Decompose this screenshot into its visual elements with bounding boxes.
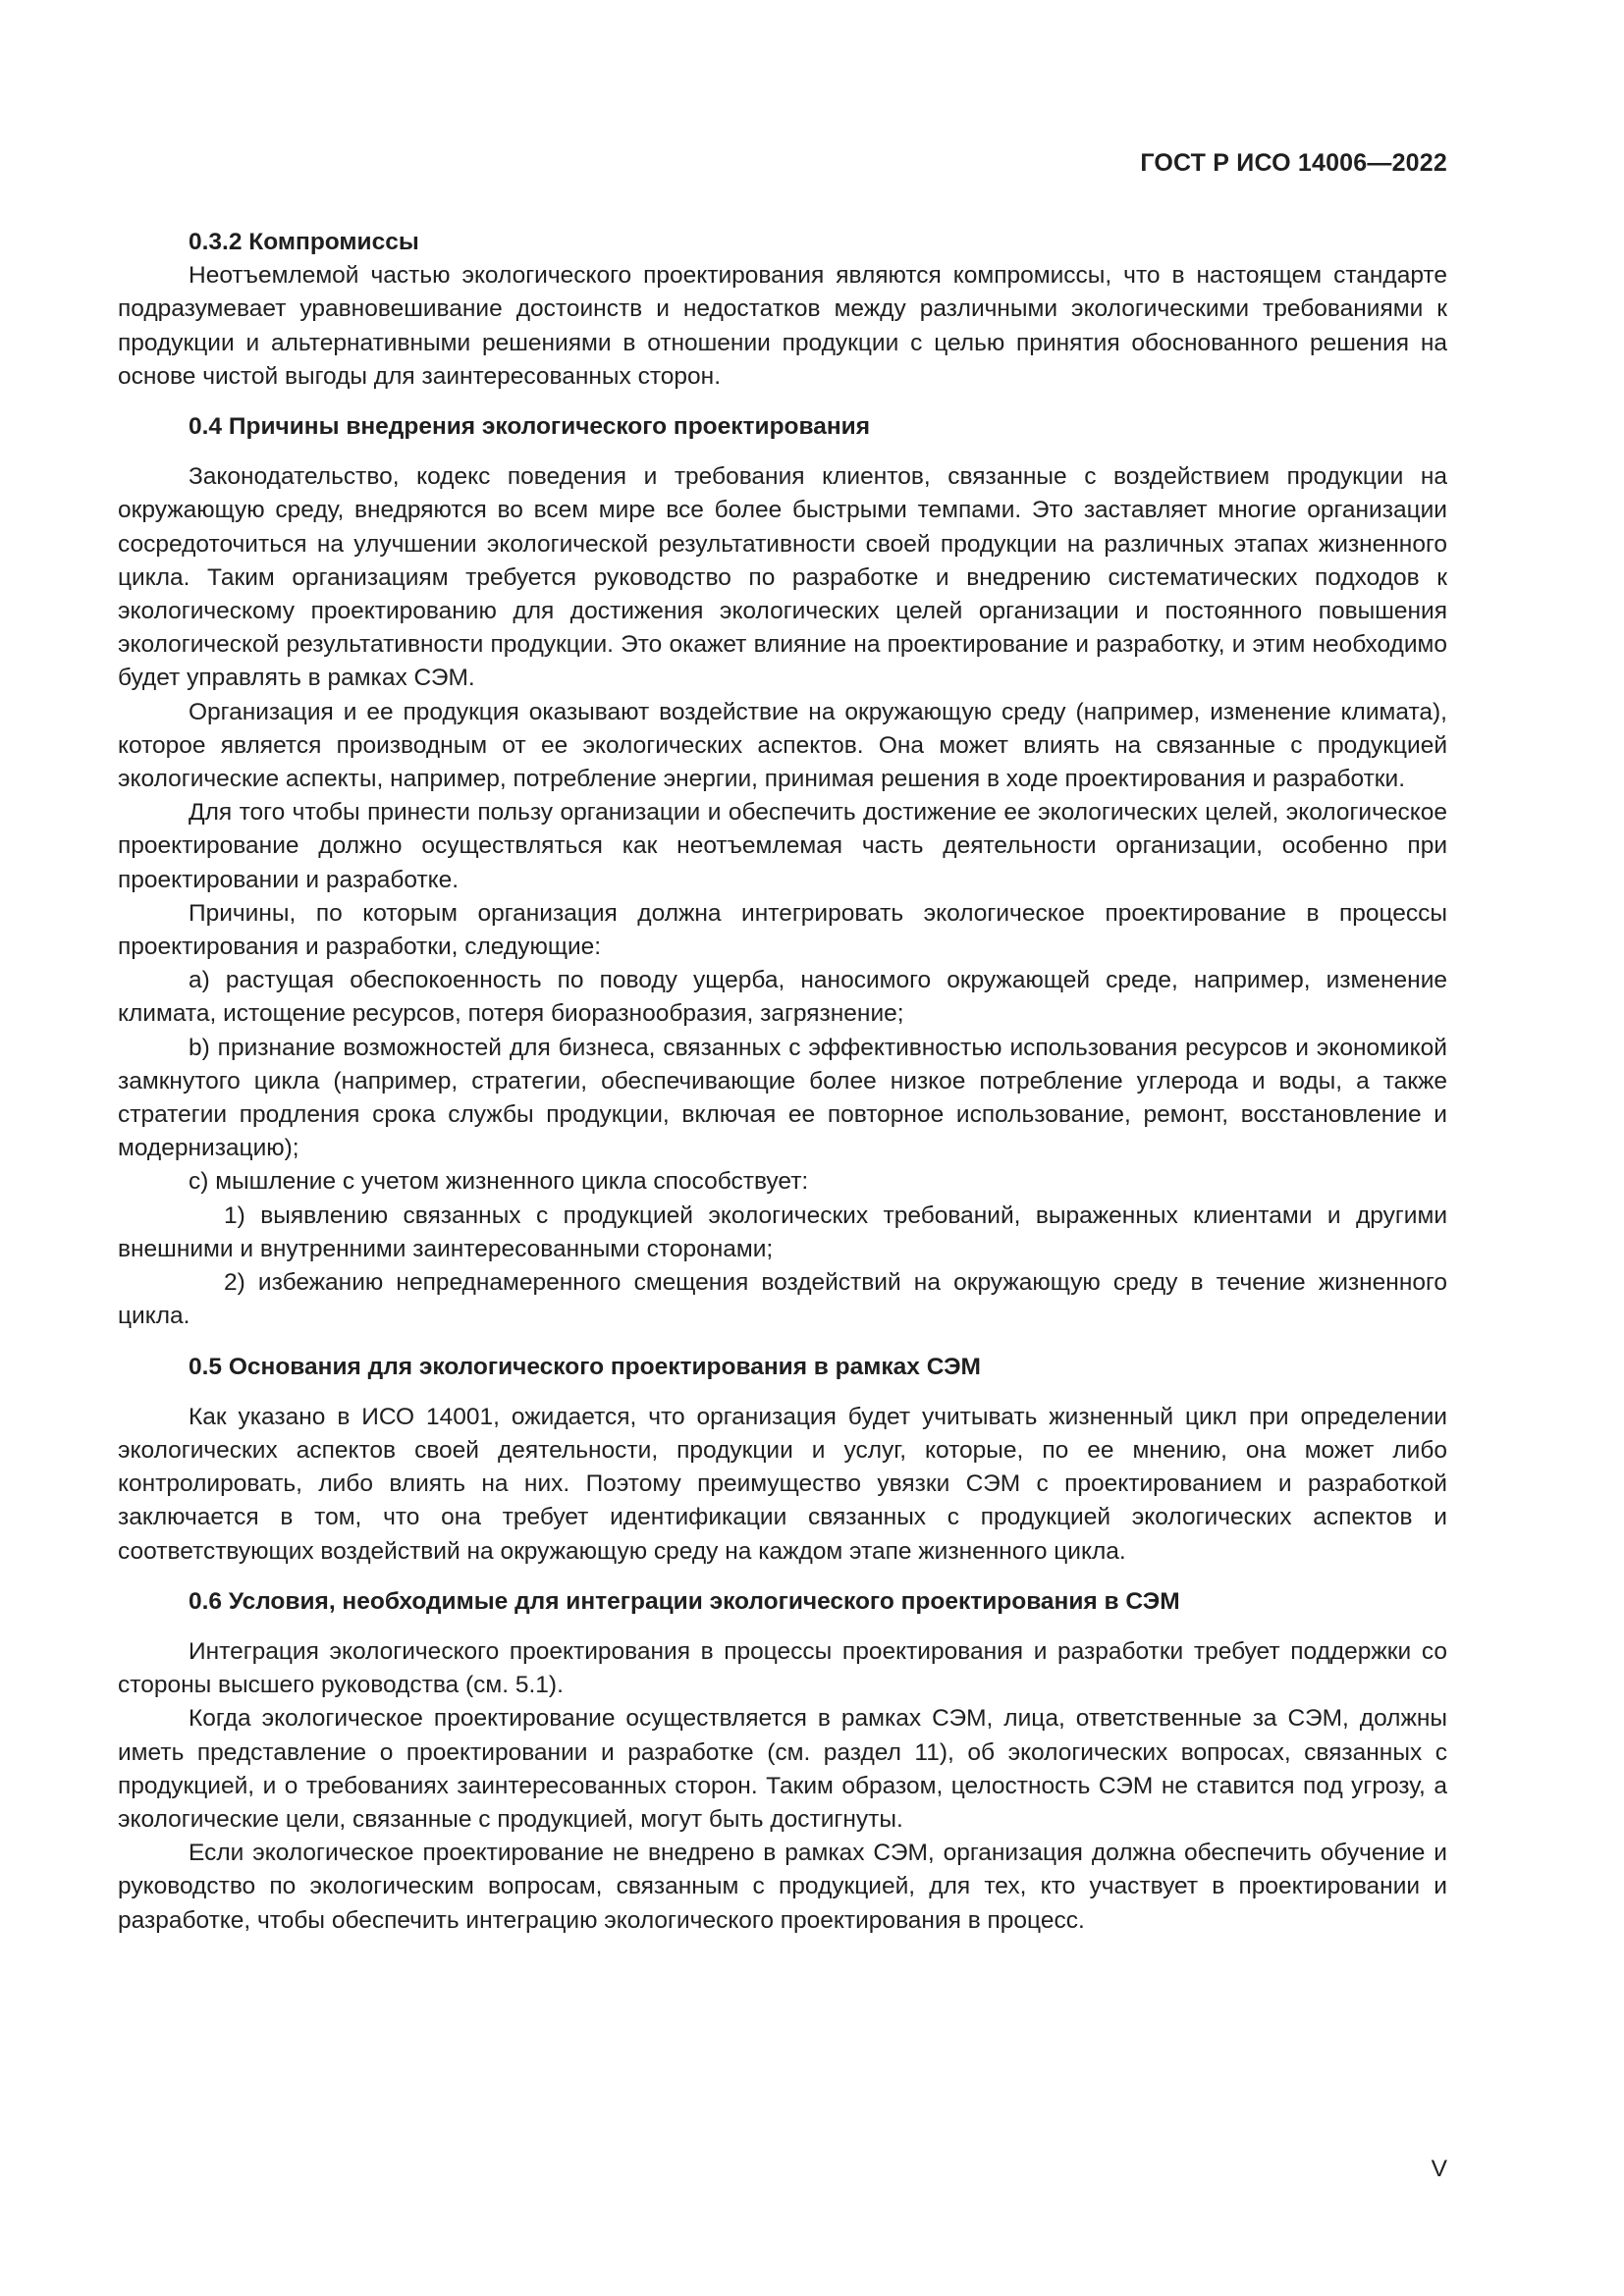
section-0-6-paragraph-2: Когда экологическое проектирование осуществляется в рамках СЭМ, лица, ответственные за СЭМ, должны иметь представление о проектировании и разработке (см. раздел 11), об экологических вопросах, связанных с продукцией, и о требованиях заинтересованных сторон. Таким образом, целостность СЭМ не ставится под угрозу, а экологические цели, связанные с продукцией, могут быть достигнуты. xyxy=(118,1705,1447,1833)
list-item-a: a) растущая обеспокоенность по поводу ущерба, наносимого окружающей среде, например, изменение климата, истощение ресурсов, потеря биоразнообразия, загрязнение; xyxy=(118,967,1447,1028)
section-0-6-title: 0.6 Условия, необходимые для интеграции экологического проектирования в СЭМ xyxy=(189,1587,1180,1615)
section-0-4-paragraph-4: Причины, по которым организация должна интегрировать экологическое проектирование в процессы проектирования и разработки, следующие: xyxy=(118,899,1447,961)
page-number: V xyxy=(1431,2156,1447,2182)
document-code-header: ГОСТ Р ИСО 14006—2022 xyxy=(1140,149,1447,177)
section-0-4-paragraph-3: Для того чтобы принести пользу организации и обеспечить достижение ее экологических целей, экологическое проектирование должно осуществляться как неотъемлемая часть деятельности организации, особенно при проектировании и разработке. xyxy=(118,799,1447,893)
section-0-3-2-paragraph: Неотъемлемой частью экологического проектирования являются компромиссы, что в настоящем стандарте подразумевает уравновешивание достоинств и недостатков между различными экологическими требованиями к продукции и альтернативными решениями в отношении продукции с целью принятия обоснованного решения на основе чистой выгоды для заинтересованных сторон. xyxy=(118,262,1447,390)
list-item-b: b) признание возможностей для бизнеса, связанных с эффективностью использования ресурсов и экономикой замкнутого цикла (например, стратегии, обеспечивающие более низкое потребление углерода и воды, а также стратегии продления срока службы продукции, включая ее повторное использование, ремонт, восстановление и модернизацию); xyxy=(118,1034,1447,1162)
section-0-4-paragraph-2: Организация и ее продукция оказывают воздействие на окружающую среду (например, изменение климата), которое является производным от ее экологических аспектов. Она может влиять на связанные с продукцией экологические аспекты, например, потребление энергии, принимая решения в ходе проектирования и разработки. xyxy=(118,698,1447,793)
section-0-5-title: 0.5 Основания для экологического проектирования в рамках СЭМ xyxy=(189,1353,981,1380)
section-0-4-paragraph-1: Законодательство, кодекс поведения и требования клиентов, связанные с воздействием продукции на окружающую среду, внедряются во всем мире все более быстрыми темпами. Это заставляет многие организации сосредоточиться на улучшении экологической результативности своей продукции на различных этапах жизненного цикла. Таким организациям требуется руководство по разработке и внедрению систематических подходов к экологическому проектированию для достижения экологических целей организации и постоянного повышения экологической результативности продукции. Это окажет влияние на проектирование и разработку, и этим необходимо будет управлять в рамках СЭМ. xyxy=(118,463,1447,692)
document-page xyxy=(118,0,1447,2296)
section-0-6-paragraph-3: Если экологическое проектирование не внедрено в рамках СЭМ, организация должна обеспечить обучение и руководство по экологическим вопросам, связанным с продукцией, для тех, кто участвует в проектировании и разработке, чтобы обеспечить интеграцию экологического проектирования в процесс. xyxy=(118,1840,1447,1934)
list-item-c-1: 1) выявлению связанных с продукцией экологических требований, выраженных клиентами и другими внешними и внутренними заинтересованными сторонами; xyxy=(118,1201,1447,1262)
list-item-c: c) мышление с учетом жизненного цикла способствует: xyxy=(189,1168,809,1196)
list-item-c-2: 2) избежанию непреднамеренного смещения воздействий на окружающую среду в течение жизненного цикла. xyxy=(118,1269,1447,1330)
section-0-5-paragraph: Как указано в ИСО 14001, ожидается, что организация будет учитывать жизненный цикл при определении экологических аспектов своей деятельности, продукции и услуг, которые, по ее мнению, она может либо контролировать, либо влиять на них. Поэтому преимущество увязки СЭМ с проектированием и разработкой заключается в том, что она требует идентификации связанных с продукцией экологических аспектов и соответствующих воздействий на окружающую среду на каждом этапе жизненного цикла. xyxy=(118,1403,1447,1565)
section-0-4-title: 0.4 Причины внедрения экологического проектирования xyxy=(189,413,871,441)
section-0-3-2-title: 0.3.2 Компромиссы xyxy=(189,229,419,255)
section-0-6-paragraph-1: Интеграция экологического проектирования в процессы проектирования и разработки требует поддержки со стороны высшего руководства (см. 5.1). xyxy=(118,1637,1447,1699)
document-body xyxy=(118,226,1447,1938)
